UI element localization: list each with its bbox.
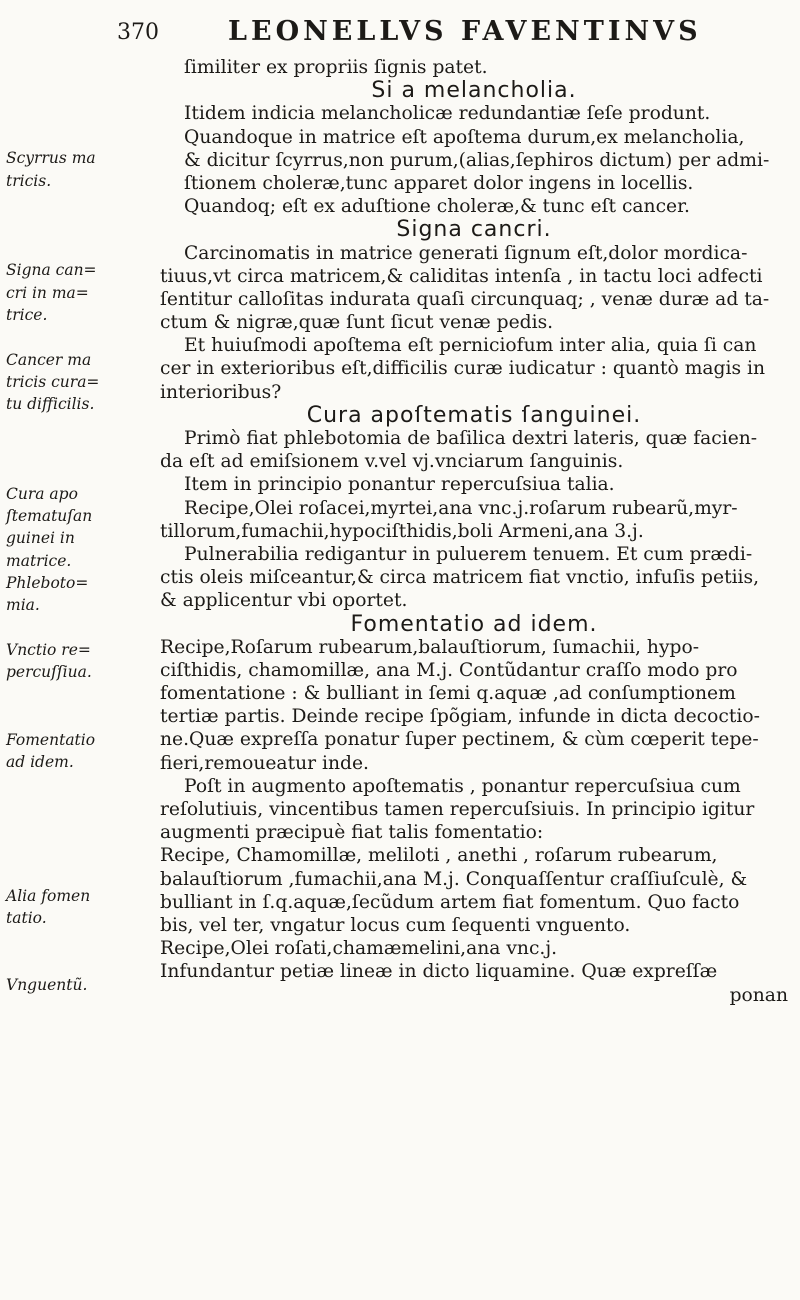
text-line: fomentatione : & bulliant in ſemi q.aquæ ,ad conſumptionem <box>160 683 736 705</box>
text-line: interioribus? <box>160 381 282 403</box>
section-heading: Cura apoſtematis ſanguinei. <box>306 402 642 428</box>
text-line: Quandoque in matrice eſt apoſtema durum,ex melancholia, <box>184 126 745 148</box>
text-line: Itidem indicia melancholicæ redundantiæ ſeſe produnt. <box>184 103 711 125</box>
text-line: Et huiuſmodi apoſtema eſt perniciofum inter alia, quia ſi can <box>184 335 757 357</box>
text-line: Item in principio ponantur repercuſsiua talia. <box>184 474 615 496</box>
text-line: balauſtiorum ,fumachii,ana M.j. Conquaſſentur craſſiuſculè, & <box>160 868 748 890</box>
text-line: ne.Quæ expreſſa ponatur ſuper pectinem, & cùm cœperit tepe- <box>160 729 759 751</box>
margin-note: tricis cura= <box>6 373 100 391</box>
text-line: fieri,remoueatur inde. <box>160 752 369 774</box>
text-line: Recipe, Chamomillæ, meliloti , anethi , roſarum rubearum, <box>160 845 718 867</box>
text-line: ponan <box>729 984 788 1006</box>
section-heading: Signa cancri. <box>396 217 552 243</box>
margin-note: tatio. <box>6 909 47 927</box>
margin-note: Vnctio re= <box>6 641 91 659</box>
text-line: augmenti præcipuè fiat talis fomentatio: <box>160 822 544 844</box>
text-line: Pulnerabilia redigantur in puluerem tenuem. Et cum prædi- <box>184 543 753 565</box>
body-text <box>160 56 788 1007</box>
margin-note: Vnguentũ. <box>6 976 88 994</box>
margin-note: Cura apo <box>6 485 78 503</box>
section-heading: Si a melancholia. <box>371 78 577 104</box>
margin-note: Signa can= <box>6 261 97 279</box>
margin-note: guinei in <box>6 529 75 547</box>
text-line: Primò fiat phlebotomia de baſilica dextri lateris, quæ facien- <box>184 428 758 449</box>
margin-note: cri in ma= <box>6 284 89 302</box>
text-line: ſimiliter ex propriis ſignis patet. <box>184 57 488 78</box>
text-line: ctum & nigræ,quæ ſunt ſicut venæ pedis. <box>160 312 554 334</box>
text-line: Infundantur petiæ lineæ in dicto liquamine. Quæ expreſſæ <box>160 961 718 983</box>
margin-note: mia. <box>6 596 40 614</box>
text-line: ciſthidis, chamomillæ, ana M.j. Contũdantur craſſo modo pro <box>160 659 738 681</box>
margin-note: Alia fomen <box>6 887 91 905</box>
text-line: reſolutiuis, vincentibus tamen repercuſsiuis. In principio igitur <box>160 799 755 820</box>
page-number: 370 <box>117 20 159 45</box>
section-heading: Fomentatio ad idem. <box>350 611 598 637</box>
text-line: tertiæ partis. Deinde recipe ſpõgiam, infunde in dicta decoctio- <box>160 706 760 728</box>
margin-note: percuſſiua. <box>6 663 92 681</box>
margin-note: ad idem. <box>6 753 74 771</box>
text-line: cer in exterioribus eſt,difficilis curæ iudicatur : quantò magis in <box>160 358 766 380</box>
margin-note: Phleboto= <box>6 574 89 592</box>
text-line: & applicentur vbi oportet. <box>160 590 408 612</box>
text-line: bulliant in ſ.q.aquæ,ſecũdum artem fiat fomentum. Quo facto <box>160 891 740 913</box>
margin-note: Scyrrus ma <box>6 149 96 167</box>
text-line: tillorum,fumachii,hypociſthidis,boli Armeni,ana 3.j. <box>160 520 644 542</box>
text-line: ſtionem choleræ,tunc apparet dolor ingens in locellis. <box>184 172 694 194</box>
margin-note: tricis. <box>6 172 52 190</box>
running-title: LEONELLVS FAVENTINVS <box>228 16 702 47</box>
text-line: Quandoq; eſt ex aduſtione choleræ,& tunc eſt cancer. <box>184 196 690 218</box>
text-line: bis, vel ter, vngatur locus cum ſequenti vnguento. <box>160 914 631 936</box>
page-header <box>0 14 800 54</box>
margin-note: trice. <box>6 306 48 324</box>
margin-note: Fomentatio <box>6 731 96 749</box>
text-line: ſentitur calloſitas indurata quaſi circunquaq; , venæ duræ ad ta- <box>160 288 770 310</box>
margin-note: Cancer ma <box>6 351 92 369</box>
margin-note: tu difficilis. <box>6 395 95 413</box>
text-line: tiuus,vt circa matricem,& caliditas intenſa , in tactu loci adfecti <box>160 265 763 287</box>
margin-note: ſtematuſan <box>6 507 93 525</box>
text-line: ctis oleis miſceantur,& circa matricem fiat vnctio, infuſis petiis, <box>160 567 760 589</box>
text-line: Carcinomatis in matrice generati ſignum eſt,dolor mordica- <box>184 242 748 264</box>
text-line: da eſt ad emiſsionem v.vel vj.vnciarum ſanguinis. <box>160 451 624 473</box>
margin-note: matrice. <box>6 552 72 570</box>
text-line: Recipe,Olei roſacei,myrtei,ana vnc.j.roſarum rubearũ,myr- <box>184 497 738 519</box>
text-line: Recipe,Roſarum rubearum,balauſtiorum, ſumachii, hypo- <box>160 636 700 658</box>
text-line: Recipe,Olei roſati,chamæmelini,ana vnc.j. <box>160 938 558 960</box>
text-line: Poſt in augmento apoſtematis , ponantur repercuſsiua cum <box>184 775 741 797</box>
text-line: & dicitur ſcyrrus,non purum,(alias,ſephiros dictum) per admi- <box>184 149 770 171</box>
